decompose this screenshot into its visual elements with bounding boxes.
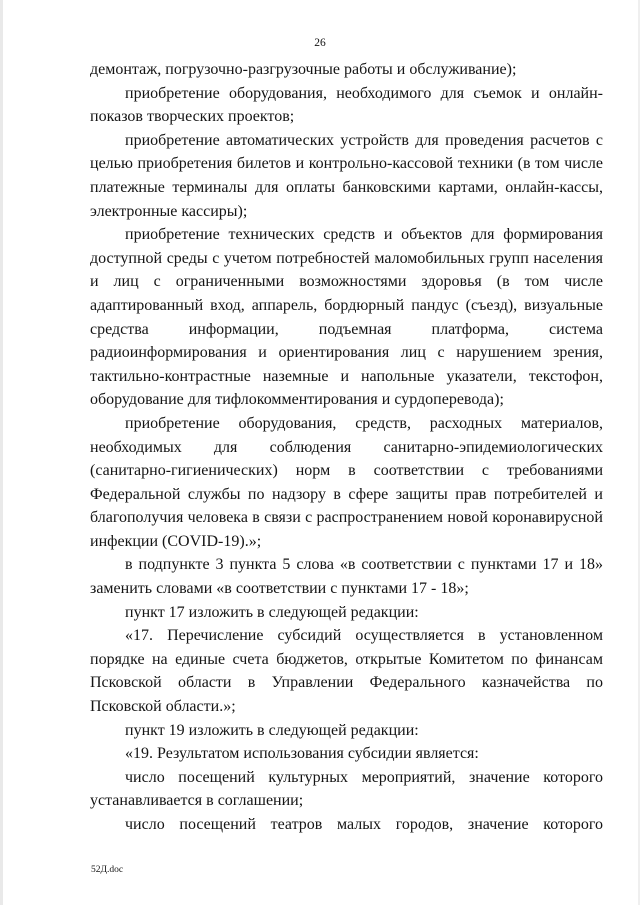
paragraph-equipment-shows: приобретение оборудования, необходимого для съемок и онлайн-показов творческих проектов;: [90, 84, 603, 126]
file-name-footer: 52Д.doc: [91, 865, 124, 875]
document-body: [90, 58, 603, 837]
paragraph-cultural-visits: число посещений культурных мероприятий, значение которого устанавливается в соглашении;: [90, 768, 603, 810]
scan-edge-left: [0, 0, 3, 905]
page-number: 26: [314, 37, 326, 49]
paragraph-point-19-text: «19. Результатом использования субсидии является:: [125, 745, 479, 763]
paragraph-continuation: демонтаж, погрузочно-разгрузочные работы и обслуживание);: [90, 61, 517, 78]
paragraph-point-17-intro: пункт 17 изложить в следующей редакции:: [125, 603, 419, 621]
paragraph-sanitary-equipment: приобретение оборудования, средств, расходных материалов, необходимых для соблюдения санитарно-эпидемиологических (санитарно-гигиенических) норм в соответствии с требованиями Федеральной службы по надзору в сфере защиты прав потребителей и благополучия человека в связи с распространением новой коронавирусной инфекции (COVID-19).»;: [90, 414, 603, 550]
paragraph-point-19-intro: пункт 19 изложить в следующей редакции:: [125, 721, 419, 739]
paragraph-payment-devices: приобретение автоматических устройств для проведения расчетов с целью приобретения билетов и контрольно-кассовой техники (в том числе платежные терминалы для оплаты банковскими картами, онлайн-кассы, электронные кассиры);: [90, 131, 603, 220]
paragraph-subclause-3-point-5: в подпункте 3 пункта 5 слова «в соответствии с пунктами 17 и 18» заменить словами «в соответствии с пунктами 17 - 18»;: [90, 556, 603, 598]
paragraph-theatre-visits: число посещений театров малых городов, значение которого: [125, 816, 603, 833]
paragraph-accessible-environment: приобретение технических средств и объектов для формирования доступной среды с учетом потребностей маломобильных групп населения и лиц с ограниченными возможностями здоровья (в том числе адаптированный вход, аппарель, бордюрный пандус (съезд), визуальные средства информации, подъемная платформа, система радиоинформирования и ориентирования лиц с нарушением зрения, тактильно-контрастные наземные и напольные указатели, текстофон, оборудование для тифлокомментирования и сурдоперевода);: [90, 226, 603, 409]
paragraph-point-17-text: «17. Перечисление субсидий осуществляется в установленном порядке на единые счета бюджетов, открытые Комитетом по финансам Псковской области в Управлении Федерального казначейства по Псковской области.»;: [90, 627, 603, 716]
